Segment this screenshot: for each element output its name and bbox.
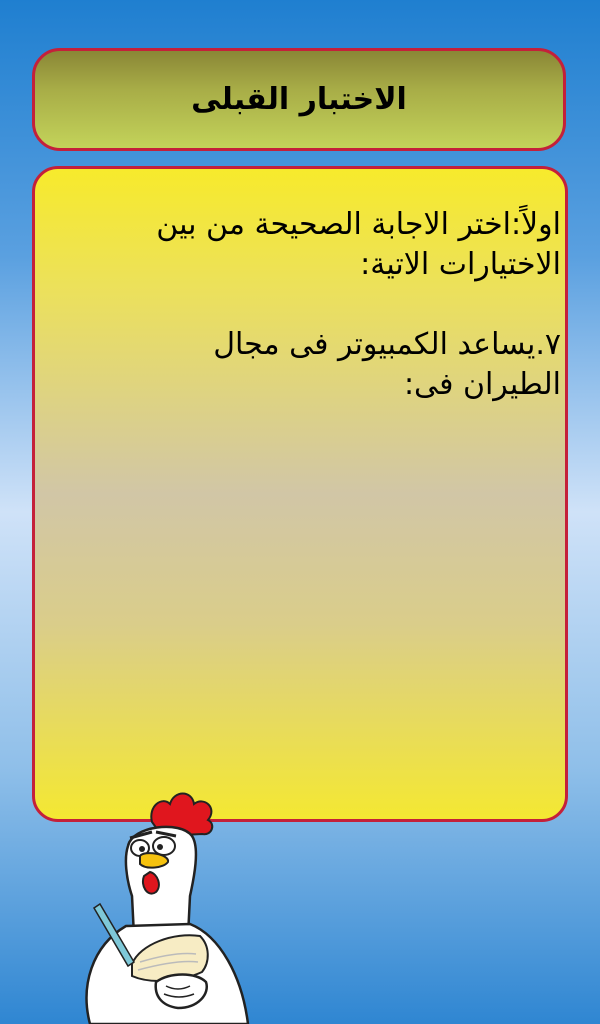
question-card xyxy=(32,166,568,822)
question-line-2: الطيران فى: xyxy=(403,367,561,402)
rooster-beak xyxy=(140,853,168,868)
rooster-mascot-illustration xyxy=(70,786,270,1024)
instruction-line-1: اولاً:اختر الاجابة الصحيحة من بين xyxy=(156,207,561,242)
rooster-eye-right xyxy=(153,837,175,855)
page-title: الاختبار القبلى xyxy=(191,82,407,117)
question-line-1: ٧.يساعد الكمبيوتر فى مجال xyxy=(213,327,561,362)
title-banner xyxy=(32,48,566,151)
rooster-wattle xyxy=(143,872,159,894)
instruction-line-2: الاختيارات الاتية: xyxy=(360,247,561,282)
spacer xyxy=(45,285,561,325)
